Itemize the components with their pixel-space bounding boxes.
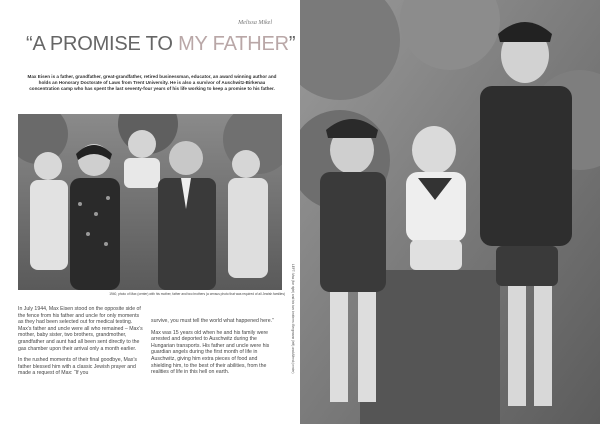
body-column-1 <box>18 306 143 382</box>
headline-part2: ” <box>288 33 296 55</box>
article-headline <box>26 33 296 55</box>
author-byline: Melissa Mikel <box>238 20 272 26</box>
brothers-photo-image <box>300 0 600 424</box>
photo-caption: 1940, photo of Max (center) with his mother, father and two brothers (a census photo that was required of all Jewish families) <box>109 292 285 296</box>
family-photo-image <box>18 114 282 290</box>
paragraph: In the rushed moments of their final goodbye, Max’s father blessed him with a classic Jewish prayer and made a request of Max: “If you <box>18 357 137 377</box>
lead-paragraph: Max Eisen is a father, grandfather, great-grandfather, retired businessman, educator, an award winning author and holds an Honorary Doctorate of Laws from Trent University. He is also a survivor of Auschwitz-Birkenau concentration camp who has spent the last seventy-four years of his life working to keep a promise to his father. <box>27 74 277 92</box>
right-page-photo <box>300 0 600 424</box>
paragraph: Max was 15 years old when he and his family were arrested and deported to Auschwitz during the Hungarian transports. His father and uncle were his guardian angels during the first month of life in Auschwitz, giving him extra pieces of food and shielding him, to the best of their abilities, from the realities of life in this hell on earth. <box>151 329 270 376</box>
family-photo <box>18 114 282 290</box>
paragraph: survive, you must tell the world what happened here.” <box>151 318 274 324</box>
paragraph: In July 1944, Max Eisen stood on the opposite side of the fence from his father and uncle for only moments as they had been selected out for medical testing. Max’s father and uncle were all who remained – Max’s mother, baby sister, two brothers, grandmother, grandfather and aunt had all been sent directly to the gas chamber upon their arrival only a month earlier. <box>18 306 143 352</box>
vertical-caption-text: LEFT: Max (far right) and his two brothers: Bergmann (left) and Alfred (center) <box>291 264 295 374</box>
headline-accent: MY FATHER <box>178 33 289 55</box>
headline-part1: “A PROMISE TO <box>26 33 179 55</box>
vertical-caption <box>287 264 295 424</box>
body-column-2 <box>151 318 276 381</box>
